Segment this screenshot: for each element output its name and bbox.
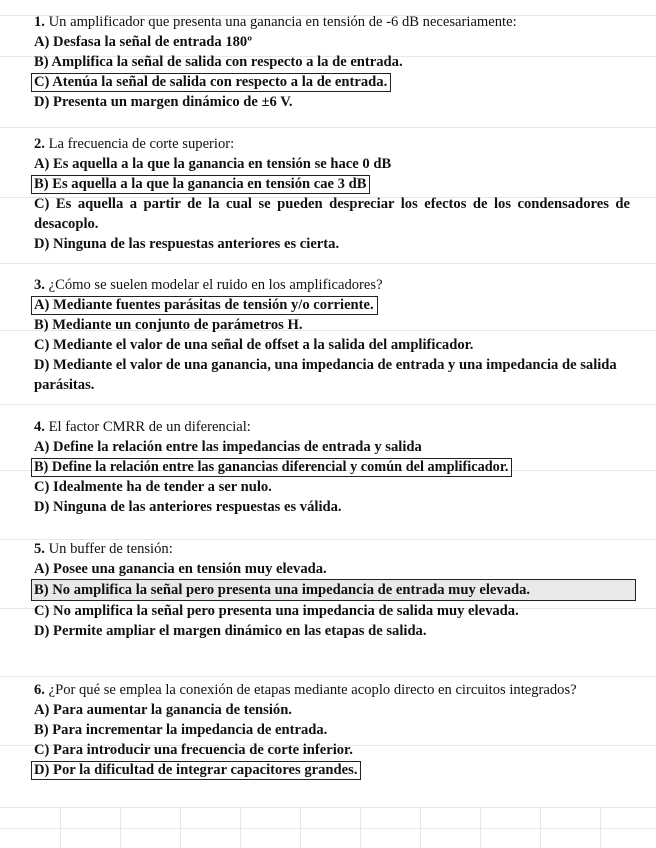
question-2	[34, 134, 630, 254]
question-5-stem	[34, 539, 630, 559]
question-6-stem	[34, 680, 630, 700]
option-5b-selected[interactable]: B) No amplifica la señal pero presenta una impedancia de entrada muy elevada.	[31, 579, 636, 601]
option-2d[interactable]: D) Ninguna de las respuestas anteriores es cierta.	[34, 236, 340, 252]
option-3d[interactable]: D) Mediante el valor de una ganancia, una impedancia de entrada y una impedancia de salida parásitas.	[34, 357, 617, 393]
question-2-stem	[34, 134, 630, 154]
option-6a[interactable]: A) Para aumentar la ganancia de tensión.	[34, 702, 292, 718]
question-text: La frecuencia de corte superior:	[48, 136, 235, 152]
option-4c[interactable]: C) Idealmente ha de tender a ser nulo.	[34, 479, 272, 495]
question-1	[34, 12, 630, 112]
question-number: 1.	[34, 14, 45, 30]
question-3	[34, 275, 630, 395]
option-2c[interactable]: C) Es aquella a partir de la cual se pueden despreciar los efectos de los condensadores de desacoplo.	[34, 196, 630, 232]
option-2b-selected[interactable]: B) Es aquella a la que la ganancia en tensión cae 3 dB	[31, 175, 370, 194]
question-text: ¿Por qué se emplea la conexión de etapas mediante acoplo directo en circuitos integrados?	[48, 682, 577, 698]
option-5d[interactable]: D) Permite ampliar el margen dinámico en las etapas de salida.	[34, 623, 427, 639]
option-4d[interactable]: D) Ninguna de las anteriores respuestas es válida.	[34, 499, 342, 515]
question-5	[34, 539, 630, 641]
question-1-stem	[34, 12, 630, 32]
question-number: 5.	[34, 541, 45, 557]
question-number: 6.	[34, 682, 45, 698]
option-6d-selected[interactable]: D) Por la dificultad de integrar capacitores grandes.	[31, 761, 361, 780]
option-3c[interactable]: C) Mediante el valor de una señal de offset a la salida del amplificador.	[34, 337, 474, 353]
question-number: 2.	[34, 136, 45, 152]
option-6c[interactable]: C) Para introducir una frecuencia de corte inferior.	[34, 742, 353, 758]
question-4-stem	[34, 417, 630, 437]
option-1d[interactable]: D) Presenta un margen dinámico de ±6 V.	[34, 94, 293, 110]
option-5c[interactable]: C) No amplifica la señal pero presenta una impedancia de salida muy elevada.	[34, 603, 519, 619]
option-4a[interactable]: A) Define la relación entre las impedancias de entrada y salida	[34, 439, 422, 455]
option-1a[interactable]: A) Desfasa la señal de entrada 180º	[34, 34, 253, 50]
question-text: Un buffer de tensión:	[48, 541, 173, 557]
question-number: 3.	[34, 277, 45, 293]
option-4b-selected[interactable]: B) Define la relación entre las ganancias diferencial y común del amplificador.	[31, 458, 512, 477]
option-6b[interactable]: B) Para incrementar la impedancia de entrada.	[34, 722, 328, 738]
question-number: 4.	[34, 419, 45, 435]
question-6	[34, 680, 630, 780]
option-3a-selected[interactable]: A) Mediante fuentes parásitas de tensión y/o corriente.	[31, 296, 378, 315]
question-text: Un amplificador que presenta una ganancia en tensión de -6 dB necesariamente:	[48, 14, 517, 30]
question-4	[34, 417, 630, 517]
question-text: ¿Cómo se suelen modelar el ruido en los amplificadores?	[48, 277, 383, 293]
option-5a[interactable]: A) Posee una ganancia en tensión muy elevada.	[34, 561, 327, 577]
question-3-stem	[34, 275, 630, 295]
option-2a[interactable]: A) Es aquella a la que la ganancia en tensión se hace 0 dB	[34, 156, 392, 172]
option-1b[interactable]: B) Amplifica la señal de salida con respecto a la de entrada.	[34, 54, 403, 70]
option-1c-selected[interactable]: C) Atenúa la señal de salida con respecto a la de entrada.	[31, 73, 391, 92]
option-3b[interactable]: B) Mediante un conjunto de parámetros H.	[34, 317, 303, 333]
question-text: El factor CMRR de un diferencial:	[48, 419, 251, 435]
